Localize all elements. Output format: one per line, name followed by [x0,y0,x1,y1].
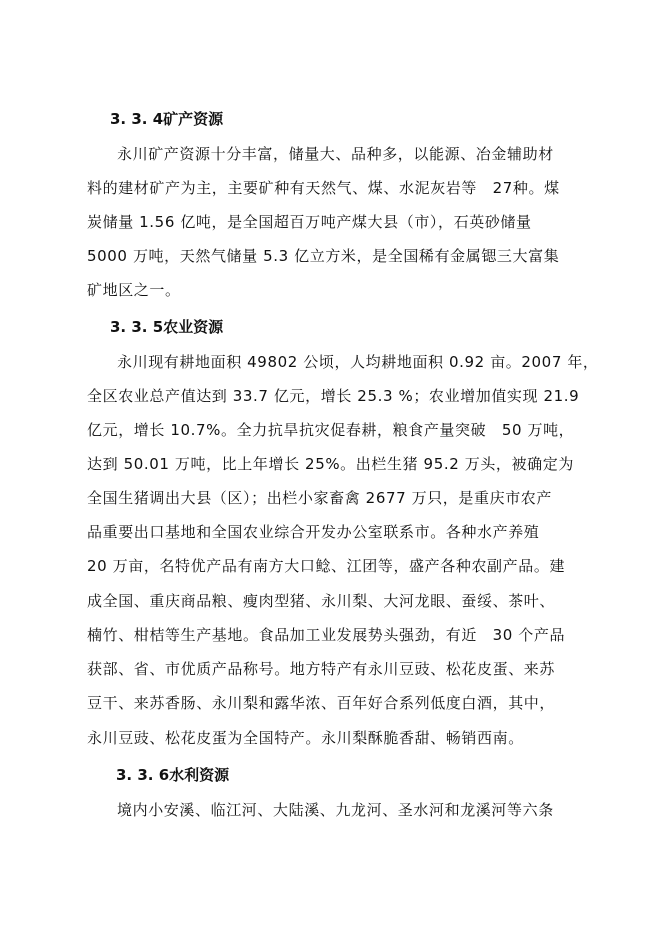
paragraph-line: 20 万亩，名特优产品有南方大口鲶、江团等，盛产各种农副产品。建 [87,557,566,575]
paragraph-line: 炭储量 1.56 亿吨，是全国超百万吨产煤大县（市），石英砂储量 [87,213,532,231]
paragraph-line: 料的建材矿产为主，主要矿种有天然气、煤、水泥灰岩等 27种。煤 [87,179,560,197]
paragraph-line: 5000 万吨，天然气储量 5.3 亿立方米，是全国稀有金属锶三大富集 [87,247,560,265]
paragraph-line: 矿地区之一。 [87,281,181,299]
paragraph-line: 全区农业总产值达到 33.7 亿元，增长 25.3 %；农业增加值实现 21.9 [87,387,580,405]
paragraph-line: 豆干、来苏香肠、永川梨和露华浓、百年好合系列低度白酒，其中， [87,694,556,712]
section-heading-agriculture: 3. 3. 5农业资源 [110,318,224,336]
paragraph-line: 成全国、重庆商品粮、瘦肉型猪、永川梨、大河龙眼、蚕绥、茶叶、 [87,592,556,610]
paragraph-line: 达到 50.01 万吨，比上年增长 25%。出栏生猪 95.2 万头，被确定为 [87,455,574,473]
paragraph-line: 亿元，增长 10.7%。全力抗旱抗灾促春耕，粮食产量突破 50 万吨， [87,421,575,439]
paragraph-line: 永川现有耕地面积 49802 公顷，人均耕地面积 0.92 亩。2007 年， [117,353,599,371]
paragraph-line: 全国生猪调出大县（区）；出栏小家畜禽 2677 万只，是重庆市农产 [87,489,553,507]
paragraph-line: 品重要出口基地和全国农业综合开发办公室联系市。各种水产养殖 [87,523,540,541]
paragraph-line: 获部、省、市优质产品称号。地方特产有永川豆豉、松花皮蛋、来苏 [87,660,556,678]
paragraph-line: 永川矿产资源十分丰富，储量大、品种多，以能源、冶金辅助材 [117,145,554,163]
section-heading-water: 3. 3. 6水利资源 [116,766,230,784]
paragraph-line: 永川豆豉、松花皮蛋为全国特产。永川梨酥脆香甜、畅销西南。 [87,729,524,747]
paragraph-line: 境内小安溪、临江河、大陆溪、九龙河、圣水河和龙溪河等六条 [117,801,554,819]
section-heading-mineral: 3. 3. 4矿产资源 [110,110,224,128]
paragraph-line: 楠竹、柑桔等生产基地。食品加工业发展势头强劲，有近 30 个产品 [87,626,566,644]
